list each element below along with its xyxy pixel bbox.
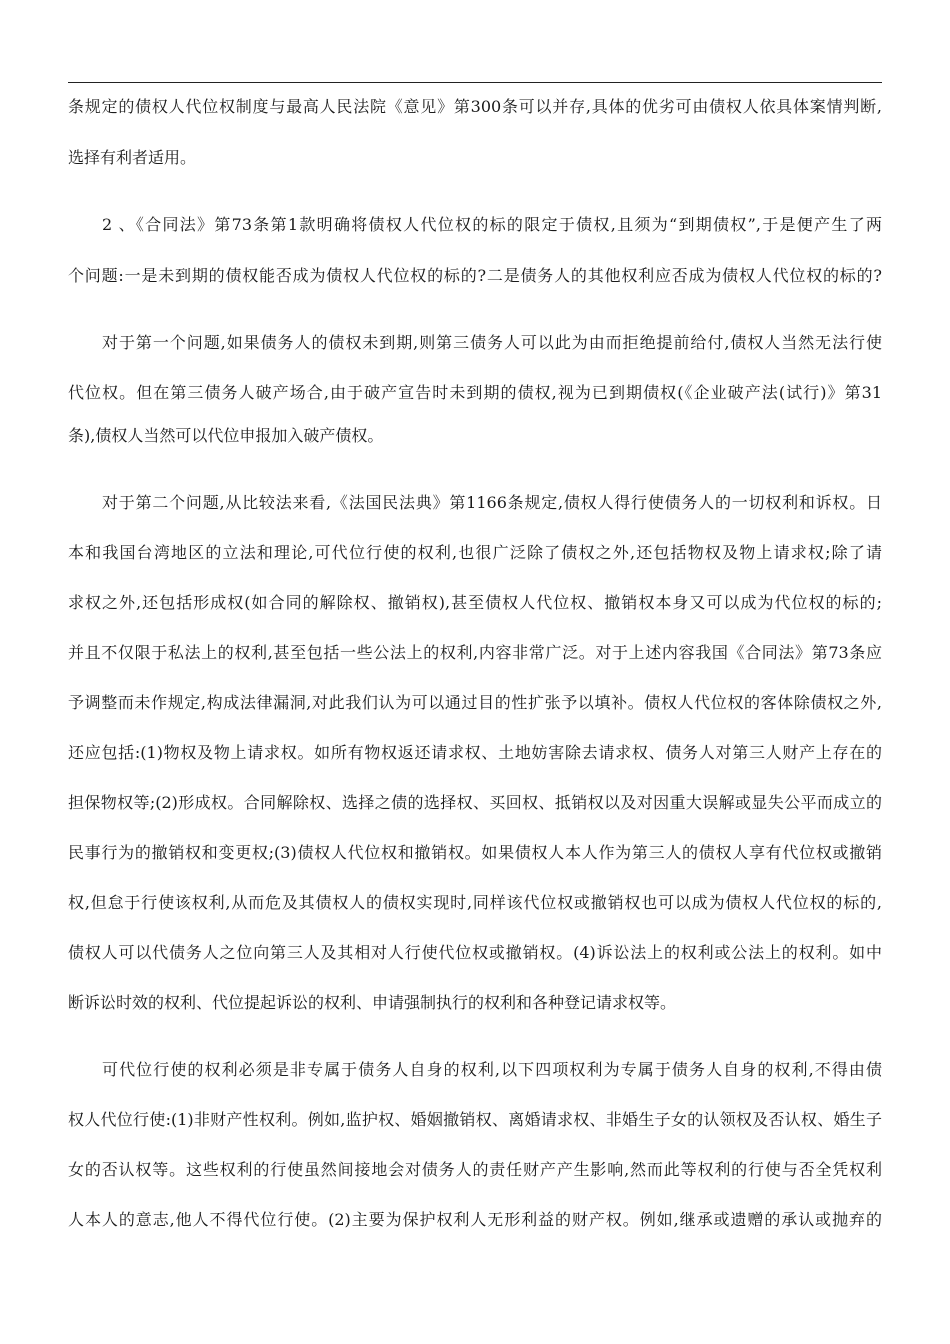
text-line: 断诉讼时效的权利、代位提起诉讼的权利、申请强制执行的权利和各种登记请求权等。 — [68, 993, 677, 1012]
text-line: 民事行为的撤销权和变更权;(3)债权人代位权和撤销权。如果债权人本人作为第三人的债权人享有代位权或撤销 — [68, 843, 882, 862]
text-line: 求权之外,还包括形成权(如合同的解除权、撤销权),甚至债权人代位权、撤销权本身又可以成为代位权的标的; — [68, 593, 882, 612]
text-line: 担保物权等;(2)形成权。合同解除权、选择之债的选择权、买回权、抵销权以及对因重大误解或显失公平而成立的 — [68, 793, 882, 812]
text-line: 予调整而未作规定,构成法律漏洞,对此我们认为可以通过目的性扩张予以填补。债权人代位权的客体除债权之外, — [68, 693, 882, 712]
text-line: 本和我国台湾地区的立法和理论,可代位行使的权利,也很广泛除了债权之外,还包括物权及物上请求权;除了请 — [68, 543, 882, 562]
text-line: 2 、《合同法》第73条第1款明确将债权人代位权的标的限定于债权,且须为“到期债权”,于是便产生了两 — [102, 215, 882, 234]
text-line: 对于第二个问题,从比较法来看,《法国民法典》第1166条规定,债权人得行使债务人的一切权利和诉权。日 — [102, 493, 882, 512]
text-line: 还应包括:(1)物权及物上请求权。如所有物权返还请求权、土地妨害除去请求权、债务人对第三人财产上存在的 — [68, 743, 882, 762]
text-line: 人本人的意志,他人不得代位行使。(2)主要为保护权利人无形利益的财产权。例如,继承或遗赠的承认或抛弃的 — [68, 1210, 882, 1229]
text-line: 对于第一个问题,如果债务人的债权未到期,则第三债务人可以此为由而拒绝提前给付,债权人当然无法行使 — [102, 333, 882, 352]
header-rule — [68, 82, 882, 83]
text-line: 个问题:一是未到期的债权能否成为债权人代位权的标的?二是债务人的其他权利应否成为债权人代位权的标的? — [68, 266, 882, 285]
text-line: 条规定的债权人代位权制度与最高人民法院《意见》第300条可以并存,具体的优劣可由债权人依具体案情判断, — [68, 97, 882, 116]
text-line: 权人代位行使:(1)非财产性权利。例如,监护权、婚姻撤销权、离婚请求权、非婚生子女的认领权及否认权、婚生子 — [68, 1110, 882, 1129]
text-line: 债权人可以代债务人之位向第三人及其相对人行使代位权或撤销权。(4)诉讼法上的权利或公法上的权利。如中 — [68, 943, 882, 962]
text-line: 条),债权人当然可以代位申报加入破产债权。 — [68, 426, 384, 445]
text-line: 权,但怠于行使该权利,从而危及其债权人的债权实现时,同样该代位权或撤销权也可以成为债权人代位权的标的, — [68, 893, 882, 912]
text-line: 可代位行使的权利必须是非专属于债务人自身的权利,以下四项权利为专属于债务人自身的权利,不得由债 — [102, 1060, 882, 1079]
text-line: 女的否认权等。这些权利的行使虽然间接地会对债务人的责任财产产生影响,然而此等权利的行使与否全凭权利 — [68, 1160, 882, 1179]
text-line: 代位权。但在第三债务人破产场合,由于破产宣告时未到期的债权,视为已到期债权(《企业破产法(试行)》第31 — [68, 383, 882, 402]
text-line: 并且不仅限于私法上的权利,甚至包括一些公法上的权利,内容非常广泛。对于上述内容我国《合同法》第73条应 — [68, 643, 882, 662]
text-line: 选择有利者适用。 — [68, 148, 197, 167]
